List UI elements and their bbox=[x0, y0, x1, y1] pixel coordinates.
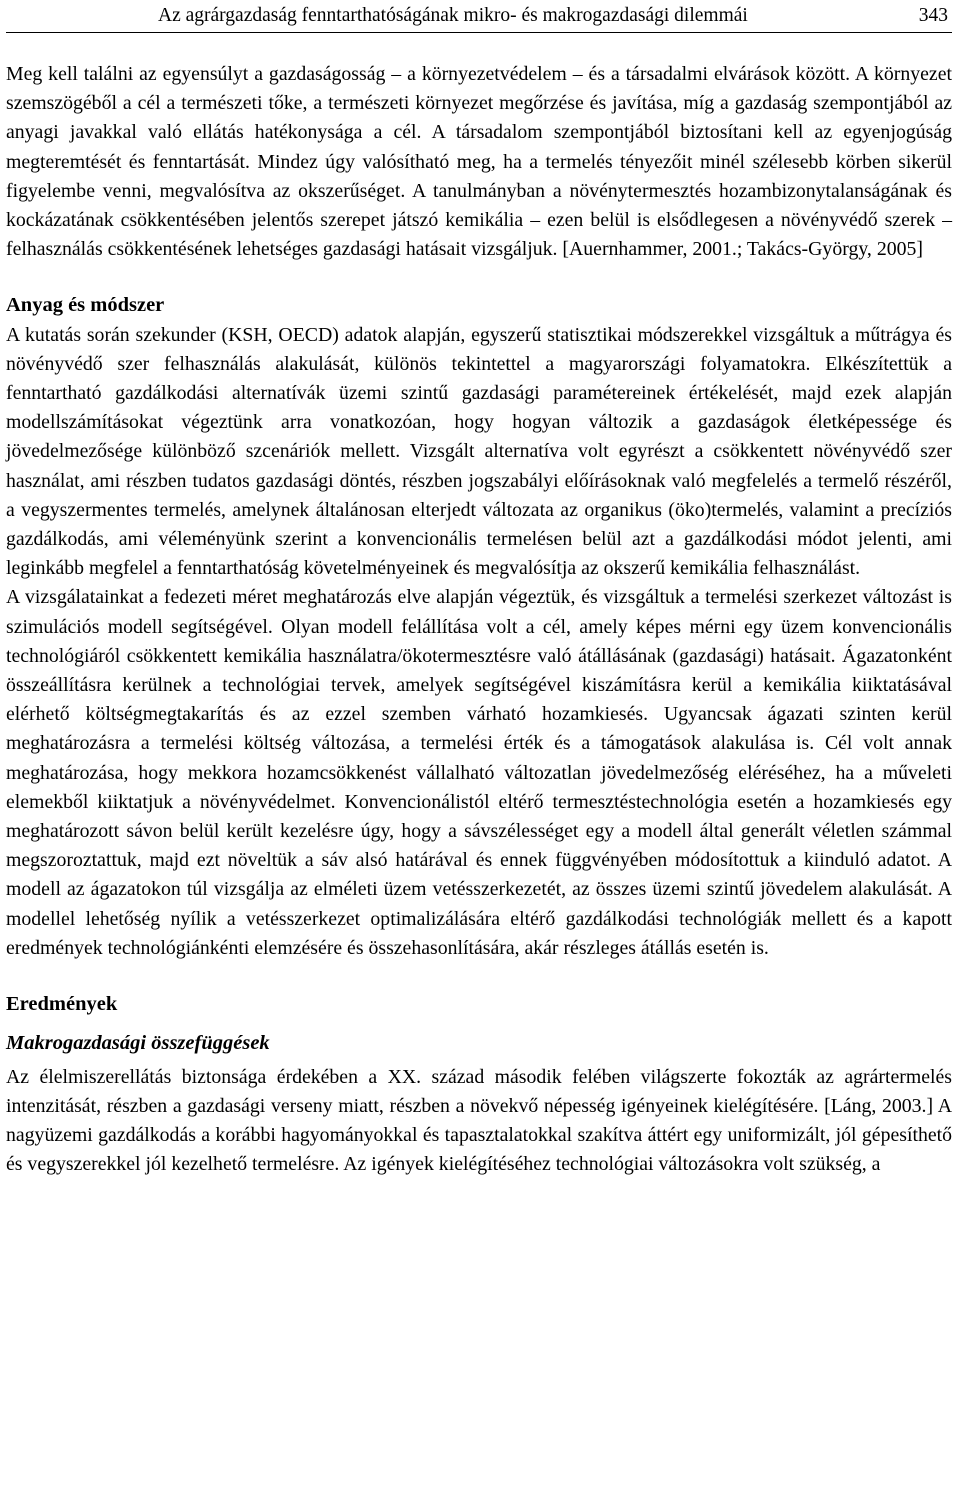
results-heading: Eredmények bbox=[6, 993, 118, 1016]
methods-heading: Anyag és módszer bbox=[6, 294, 165, 317]
running-header bbox=[6, 0, 952, 33]
macro-subheading: Makrogazdasági összefüggések bbox=[6, 1032, 270, 1055]
page-number: 343 bbox=[918, 5, 948, 26]
intro-paragraph: Meg kell találni az egyensúlyt a gazdaságosság – a környezetvédelem – és a társadalmi elvárások között. A környezet szemszögéből a cél a természeti tőke, a természeti környezet megőrzése és javítása, míg a gazdaság szempontjából az anyagi javakkal való ellátás hatékonysága a cél. A társadalom szempontjából biztosítani kell az egyenjogúság megteremtését és fenntartását. Mindez úgy valósítható meg, ha a termelés tényezőit minél szélesebb körben sikerül figyelembe venni, megvalósítva az okszerűséget. A tanulmányban a növénytermesztés hozambizonytalanságának és kockázatának csökkentésében jelentős szerepet játszó kemikália – ezen belül is elsődlegesen a növényvédő szerek – felhasználás csökkentésének lehetséges gazdasági hatásait vizsgáljuk. [Auernhammer, 2001.; Takács-György, 2005] bbox=[6, 63, 952, 261]
methods-paragraph-1: A kutatás során szekunder (KSH, OECD) adatok alapján, egyszerű statisztikai módszerekkel vizsgáltuk a műtrágya és növényvédő szer felhasználás alakulását, különös tekintettel a magyarországi folyamatokra. Elkészítettük a fenntartható gazdálkodási alternatívák üzemi szintű gazdasági paramétereinek értékelését, majd ezek alapján modellszámításokat végeztünk arra vonatkozóan, hogy hogyan változik a gazdaságok életképessége és jövedelmezősége különböző szcenáriók mellett. Vizsgált alternatíva volt egyrészt a csökkentett növényvédő szer használat, ami részben tudatos gazdasági döntés, részben jogszabályi előírásoknak való megfelelés a termelő részéről, a vegyszermentes termelés, amelynek általánosan elterjedt változata az organikus (öko)termelés, valamint a precíziós gazdálkodás, ami véleményünk szerint a konvencionális termelésen belül azt a gazdálkodási módot jelenti, ami leginkább megfelel a fenntarthatóság követelményeinek és megvalósítja az okszerű kemikália felhasználást. bbox=[6, 323, 952, 580]
running-title: Az agrárgazdaság fenntarthatóságának mikro- és makrogazdasági dilemmái bbox=[158, 5, 748, 26]
methods-paragraph-2: A vizsgálatainkat a fedezeti méret meghatározás elve alapján végeztük, és vizsgáltuk a termelési szerkezet változást is szimulációs modell segítségével. Olyan modell felállítása volt a cél, amely képes mérni egy üzem konvencionális technológiáról csökkentett kemikália használatra/ökotermesztésre való átállásának (gazdasági) hatásait. Ágazatonként összeállításra kerülnek a technológiai tervek, amelyek segítségével kiszámításra kerül a kemikália kiiktatásával elérhető költségmegtakarítás és az ezzel szemben várható hozamkiesés. Ugyancsak ágazati szinten kerül meghatározásra a termelési költség változása, a termelési érték és a támogatások alakulása is. Cél volt annak meghatározása, hogy mekkora hozamcsökkenést vállalható változatlan jövedelmezőség eléréséhez, ha a műveleti elemekből kiiktatjuk a növényvédelmet. Konvencionálistól eltérő termesztéstechnológia esetén a hozamkiesés egy meghatározott sávon belül került kezelésre úgy, hogy a sávszélességet egy a modell által generált véletlen számmal megszoroztattuk, majd ezt növeltük a sáv alsó határával és ennek függvényében módosítottuk a kiinduló adatot. A modell az ágazatokon túl vizsgálja az elméleti üzem vetésszerkezetét, az összes üzemi szintű jövedelem alakulását. A modellel lehetőség nyílik a vetésszerkezet optimalizálására eltérő gazdálkodási technológiák mellett és a kapott eredmények technológiánkénti elemzésére és összehasonlítására, akár részleges átállás esetén is. bbox=[6, 586, 952, 959]
page-body bbox=[6, 60, 952, 1179]
results-paragraph: Az élelmiszerellátás biztonsága érdekében a XX. század második felében világszerte fokozták az agrártermelés intenzitását, részben a gazdasági verseny miatt, részben a növekvő népesség igényeinek kielégítésére. [Láng, 2003.] A nagyüzemi gazdálkodás a korábbi hagyományokkal és tapasztalatokkal szakítva áttért egy uniformizált, jól gépesíthető és vegyszerekkel jól kezelhető termelésre. Az igények kielégítéséhez technológiai változásokra volt szükség, a bbox=[6, 1065, 952, 1176]
